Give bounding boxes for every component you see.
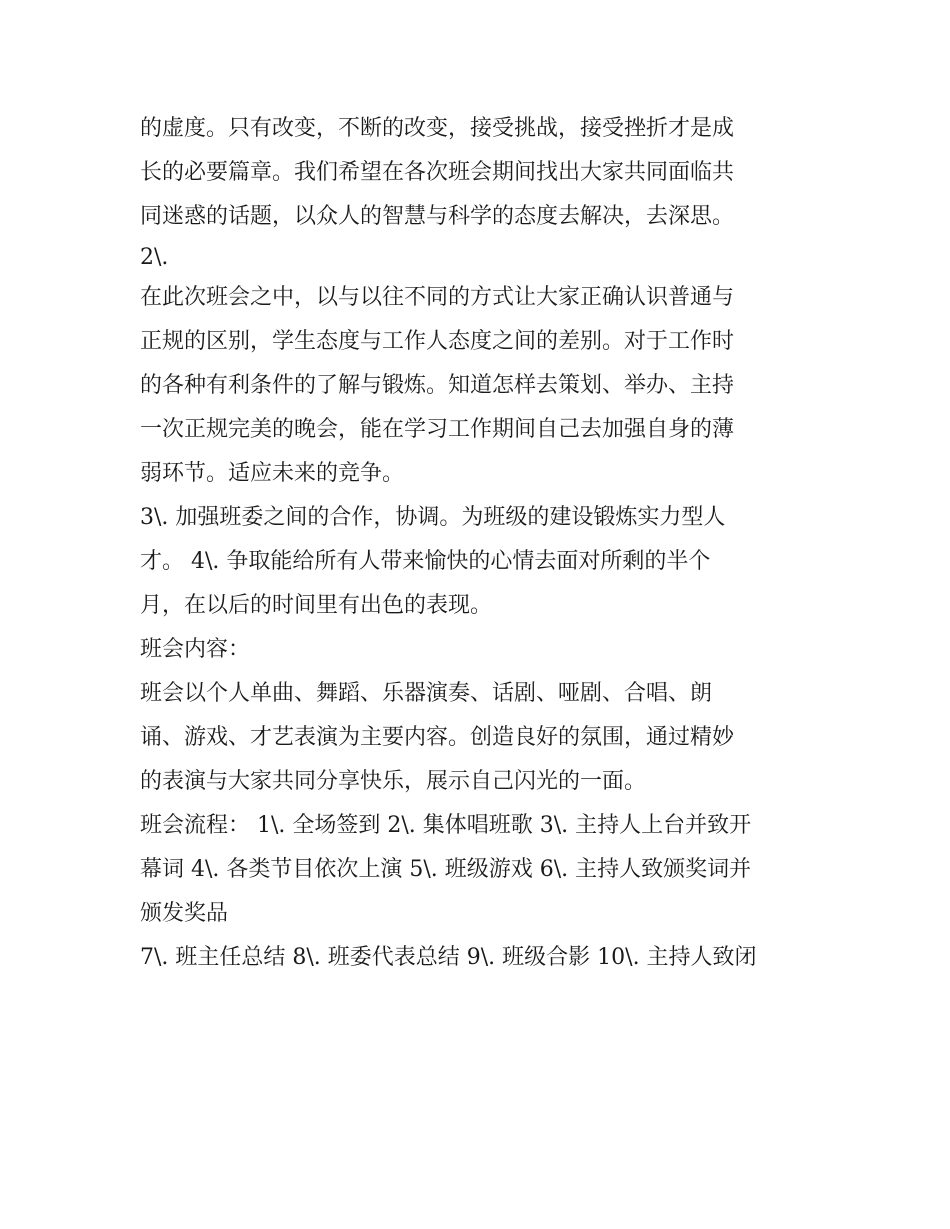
text-line: 7\. 班主任总结 8\. 班委代表总结 9\. 班级合影 10\. 主持人致闭: [140, 945, 757, 970]
text-line: 弱环节。适应未来的竞争。: [140, 461, 405, 486]
text-line: 2\.: [140, 245, 169, 270]
text-line: 班会以个人单曲、舞蹈、乐器演奏、话剧、哑剧、合唱、朗: [140, 681, 713, 706]
text-line: 在此次班会之中，以与以往不同的方式让大家正确认识普通与: [140, 285, 735, 310]
text-line: 颁发奖品: [140, 901, 229, 926]
text-line: 正规的区别，学生态度与工作人态度之间的差别。对于工作时: [140, 329, 735, 354]
text-line: 同迷惑的话题，以众人的智慧与科学的态度去解决，去深思。: [140, 204, 735, 229]
text-line: 的虚度。只有改变，不断的改变，接受挑战，接受挫折才是成: [140, 116, 735, 141]
text-line: 诵、游戏、才艺表演为主要内容。创造良好的氛围，通过精妙: [140, 725, 735, 750]
text-line: 幕词 4\. 各类节目依次上演 5\. 班级游戏 6\. 主持人致颁奖词并: [140, 857, 752, 882]
text-line: 才。 4\. 争取能给所有人带来愉快的心情去面对所剩的半个: [140, 549, 711, 574]
text-line: 长的必要篇章。我们希望在各次班会期间找出大家共同面临共: [140, 160, 735, 185]
text-line: 月，在以后的时间里有出色的表现。: [140, 593, 493, 618]
section-heading: 班会内容：: [140, 637, 251, 662]
text-line: 班会流程： 1\. 全场签到 2\. 集体唱班歌 3\. 主持人上台并致开: [140, 813, 752, 838]
text-line: 的各种有利条件的了解与锻炼。知道怎样去策划、举办、主持: [140, 373, 735, 398]
document-body: [140, 107, 820, 980]
text-line: 的表演与大家共同分享快乐，展示自己闪光的一面。: [140, 769, 647, 794]
text-line: 一次正规完美的晚会，能在学习工作期间自己去加强自身的薄: [140, 417, 735, 442]
text-line: 3\. 加强班委之间的合作，协调。为班级的建设锻炼实力型人: [140, 505, 726, 530]
